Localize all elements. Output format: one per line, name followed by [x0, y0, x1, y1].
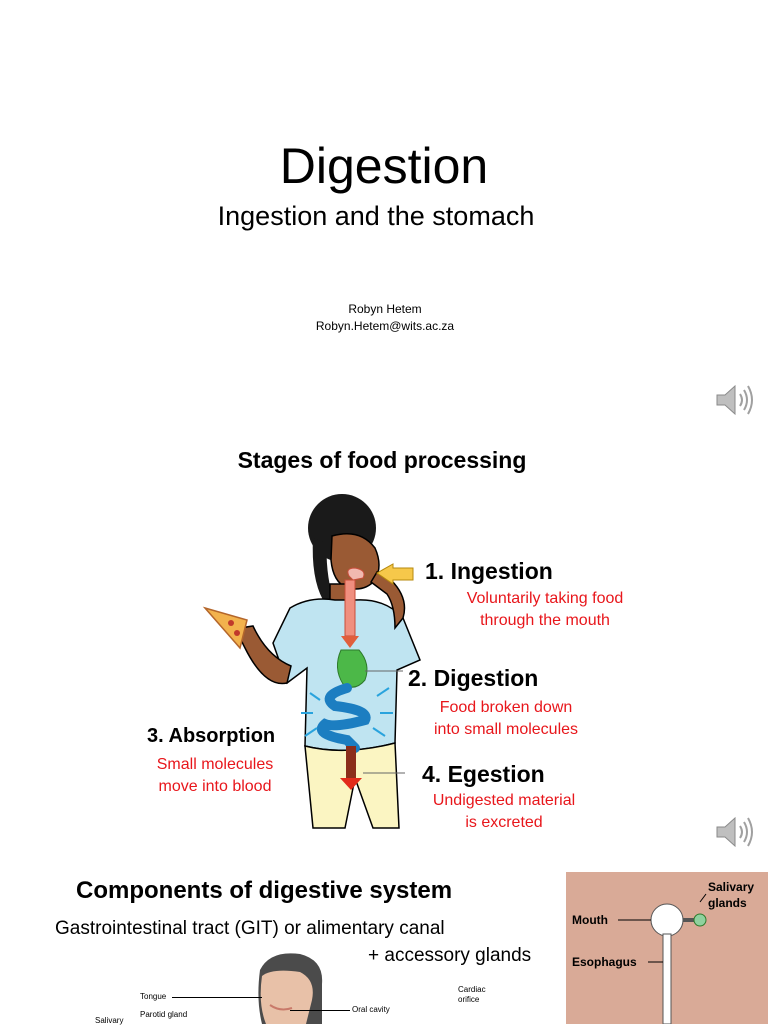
- slide-text-line: Gastrointestinal tract (GIT) or alimentary canal: [55, 918, 445, 939]
- stage-heading-absorption: 3. Absorption: [147, 725, 276, 747]
- pizza-slice-shape: [205, 608, 247, 648]
- label-cardiac: Cardiac: [458, 985, 486, 994]
- mouth-shape: [651, 904, 683, 936]
- label-orifice: orifice: [458, 995, 480, 1004]
- esophagus-shape: [663, 934, 671, 1024]
- slide-subtitle: Ingestion and the stomach: [217, 201, 535, 231]
- inset-label-mouth: Mouth: [572, 913, 608, 927]
- label-salivary: Salivary: [95, 1016, 124, 1025]
- stage-desc-absorption: Small molecules move into blood: [156, 756, 274, 795]
- alimentary-canal-inset: [566, 872, 768, 1024]
- speaker-icon[interactable]: [714, 380, 754, 420]
- author-name: Robyn Hetem: [348, 302, 422, 316]
- esophagus-shape: [345, 580, 355, 636]
- inset-label-salivary: Salivary: [708, 880, 755, 894]
- inset-label-glands: glands: [708, 896, 747, 910]
- slide-text-line: + accessory glands: [368, 945, 532, 966]
- slide-title: Components of digestive system: [76, 877, 453, 904]
- inset-label-esophagus: Esophagus: [572, 955, 637, 969]
- label-parotid-gland: Parotid gland: [140, 1010, 188, 1019]
- stage-desc-digestion: Food broken down into small molecules: [433, 699, 579, 738]
- stage-heading-ingestion: 1. Ingestion: [425, 558, 553, 584]
- label-oral-cavity: Oral cavity: [352, 1005, 390, 1014]
- stage-desc-egestion: Undigested material is excreted: [432, 792, 576, 831]
- label-tongue: Tongue: [140, 992, 167, 1001]
- stage-heading-egestion: 4. Egestion: [422, 761, 545, 787]
- stomach-shape: [337, 650, 367, 687]
- slide-title: Digestion: [279, 138, 489, 194]
- stage-desc-ingestion: Voluntarily taking food through the mouth: [466, 590, 624, 629]
- salivary-gland-shape: [694, 914, 706, 926]
- stage-heading-digestion: 2. Digestion: [408, 665, 539, 691]
- slide-title: Stages of food processing: [237, 447, 527, 473]
- head-illustration: [240, 950, 330, 1024]
- author-email: Robyn.Hetem@wits.ac.za: [315, 319, 455, 333]
- speaker-icon[interactable]: [714, 812, 754, 852]
